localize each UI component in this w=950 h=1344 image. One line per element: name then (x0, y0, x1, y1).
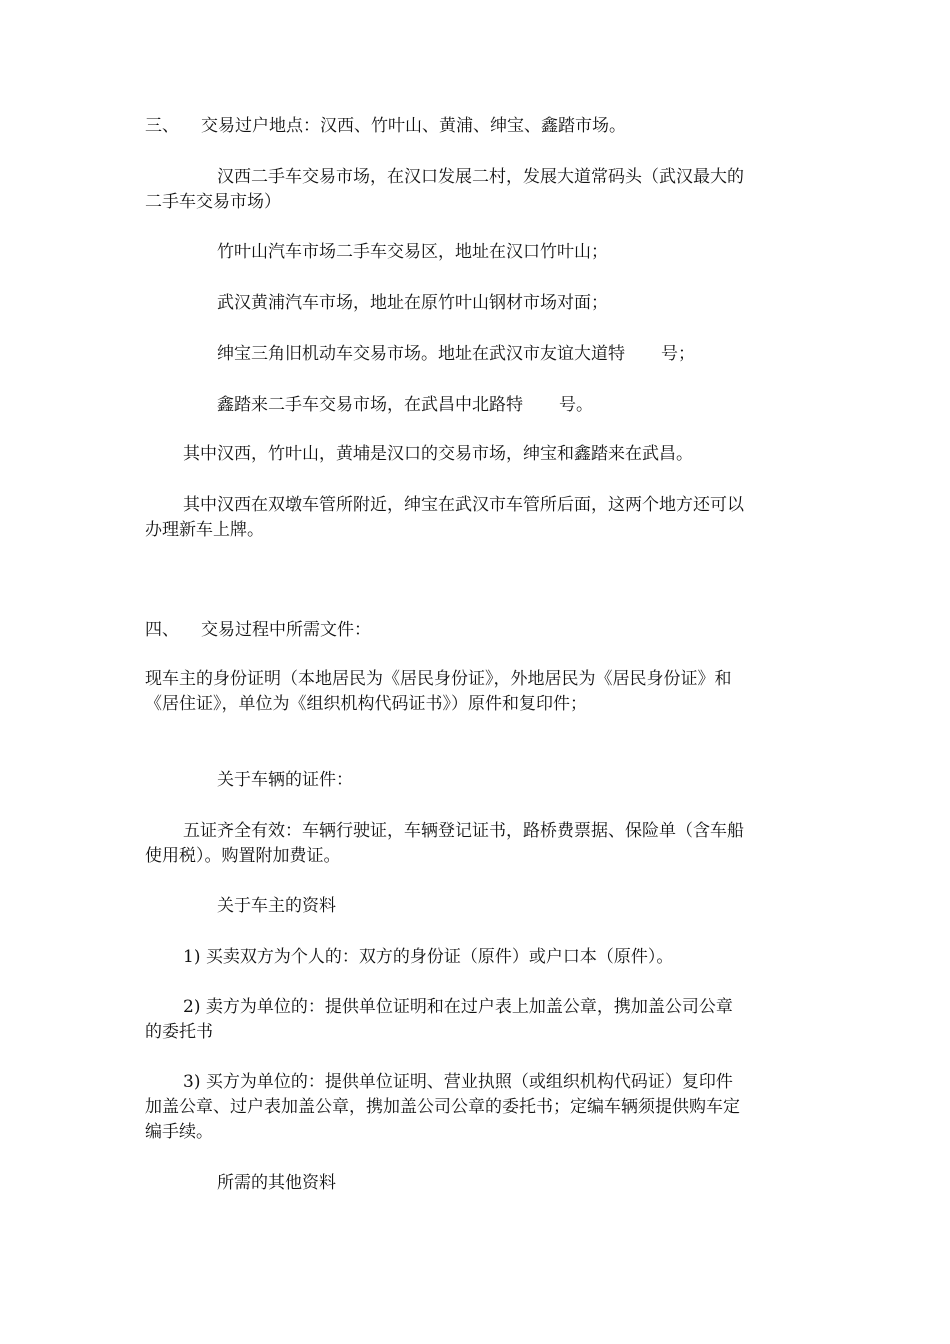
market-zhuyeshan: 竹叶山汽车市场二手车交易区，地址在汉口竹叶山； (217, 242, 608, 262)
list-item-2-line-1: 2) 卖方为单位的：提供单位证明和在过户表上加盖公章，携加盖公司公章 (183, 997, 733, 1017)
list-item-3-line-3: 编手续。 (145, 1122, 213, 1142)
list-item-2-line-2: 的委托书 (145, 1022, 213, 1042)
paragraph-owner-id-line-1: 现车主的身份证明（本地居民为《居民身份证》，外地居民为《居民身份证》和 (145, 669, 732, 689)
list-item-1: 1) 买卖双方为个人的：双方的身份证（原件）或户口本（原件）。 (183, 947, 674, 967)
market-xintalai (145, 392, 887, 418)
list-item-3-line-2: 加盖公章、过户表加盖公章，携加盖公司公章的委托书；定编车辆须提供购车定 (145, 1097, 740, 1117)
heading-owner-documents: 关于车主的资料 (217, 896, 336, 916)
paragraph-location-summary: 其中汉西，竹叶山，黄埔是汉口的交易市场，绅宝和鑫踏来在武昌。 (183, 444, 693, 464)
market-shenbao (145, 341, 887, 367)
heading-other-documents: 所需的其他资料 (217, 1173, 336, 1193)
paragraph-new-car-line-1: 其中汉西在双墩车管所附近，绅宝在武汉市车管所后面，这两个地方还可以 (183, 495, 744, 515)
section-4-number: 四、 (145, 620, 179, 640)
market-shenbao-suffix: 号； (661, 344, 695, 364)
market-hanxi-line-2: 二手车交易市场） (145, 192, 281, 212)
market-xintalai-text: 鑫踏来二手车交易市场，在武昌中北路特 (217, 395, 523, 415)
section-4-title: 交易过程中所需文件： (201, 620, 371, 640)
section-3-heading (145, 113, 815, 139)
market-huangpu: 武汉黄浦汽车市场，地址在原竹叶山钢材市场对面； (217, 293, 608, 313)
paragraph-owner-id-line-2: 《居住证》，单位为《组织机构代码证书》）原件和复印件； (145, 694, 587, 714)
market-xintalai-suffix: 号。 (559, 395, 593, 415)
market-hanxi-line-1: 汉西二手车交易市场，在汉口发展二村，发展大道常码头（武汉最大的 (217, 167, 744, 187)
section-3-number: 三、 (145, 116, 179, 136)
paragraph-new-car-line-2: 办理新车上牌。 (145, 520, 264, 540)
paragraph-five-certificates-line-1: 五证齐全有效：车辆行驶证，车辆登记证书，路桥费票据、保险单（含车船 (183, 821, 744, 841)
heading-vehicle-documents: 关于车辆的证件： (217, 770, 353, 790)
list-item-3-line-1: 3) 买方为单位的：提供单位证明、营业执照（或组织机构代码证）复印件 (183, 1072, 733, 1092)
market-shenbao-text: 绅宝三角旧机动车交易市场。地址在武汉市友谊大道特 (217, 344, 625, 364)
section-4-heading (145, 617, 815, 643)
section-3-title: 交易过户地点：汉西、竹叶山、黄浦、绅宝、鑫踏市场。 (201, 116, 626, 136)
paragraph-five-certificates-line-2: 使用税）。购置附加费证。 (145, 846, 341, 866)
